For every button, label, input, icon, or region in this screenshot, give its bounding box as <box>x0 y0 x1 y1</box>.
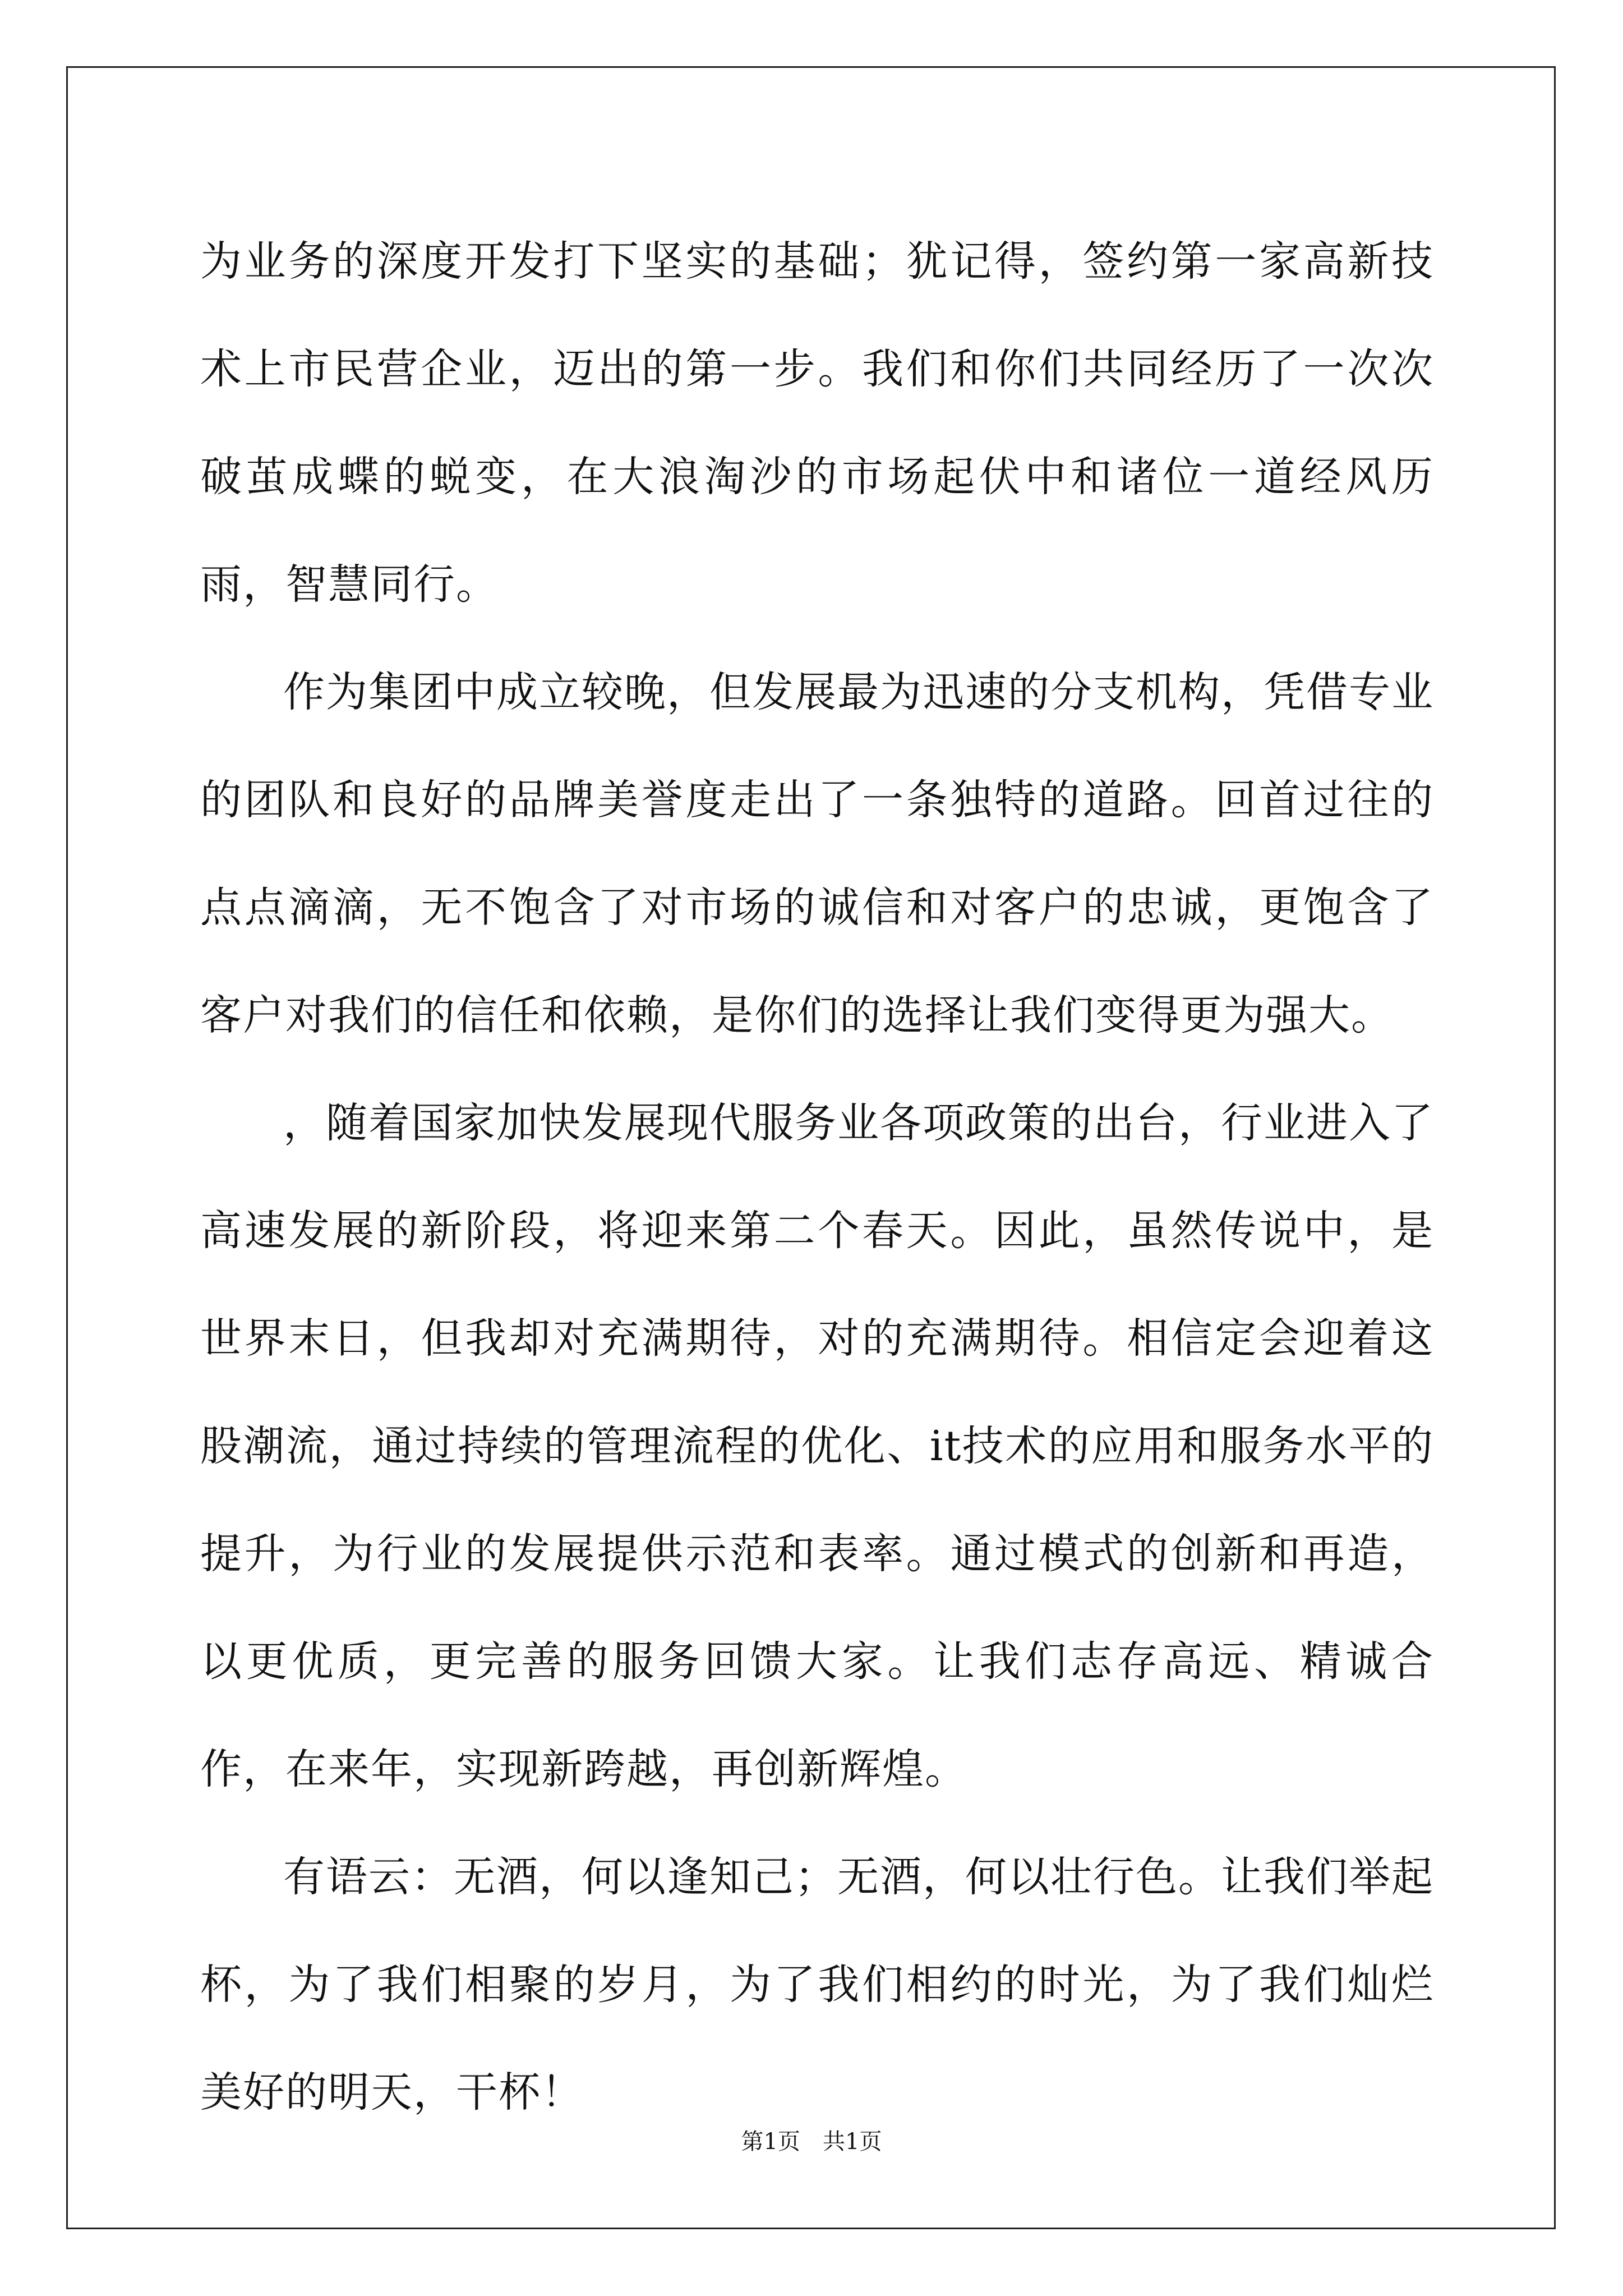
page-number-total: 共1页 <box>823 2129 882 2155</box>
paragraph-3: ，随着国家加快发展现代服务业各项政策的出台，行业进入了高速发展的新阶段，将迎来第二个春天。因此，虽然传说中，是世界末日，但我却对充满期待，对的充满期待。相信定会迎着这股潮流，通过持续的管理流程的优化、it技术的应用和服务水平的提升，为行业的发展提供示范和表率。通过模式的创新和再造，以更优质，更完善的服务回馈大家。让我们志存高远、精诚合作，在来年，实现新跨越，再创新辉煌。 <box>200 1099 1434 1793</box>
paragraph-4: 有语云：无酒，何以逢知己；无酒，何以壮行色。让我们举起杯，为了我们相聚的岁月，为了我们相约的时光，为了我们灿烂美好的明天，干杯！ <box>200 1853 1434 2116</box>
paragraph-2: 作为集团中成立较晚，但发展最为迅速的分支机构，凭借专业的团队和良好的品牌美誉度走出了一条独特的道路。回首过往的点点滴滴，无不饱含了对市场的诚信和对客户的忠诚，更饱含了客户对我们的信任和依赖，是你们的选择让我们变得更为强大。 <box>200 668 1434 1039</box>
page-number-current: 第1页 <box>741 2129 800 2155</box>
paragraph-1: 为业务的深度开发打下坚实的基础；犹记得，签约第一家高新技术上市民营企业，迈出的第一步。我们和你们共同经历了一次次破茧成蝶的蜕变，在大浪淘沙的市场起伏中和诸位一道经风历雨，智慧同行。 <box>200 237 1434 609</box>
page-footer <box>0 2125 1623 2159</box>
document-body <box>200 208 1434 2146</box>
